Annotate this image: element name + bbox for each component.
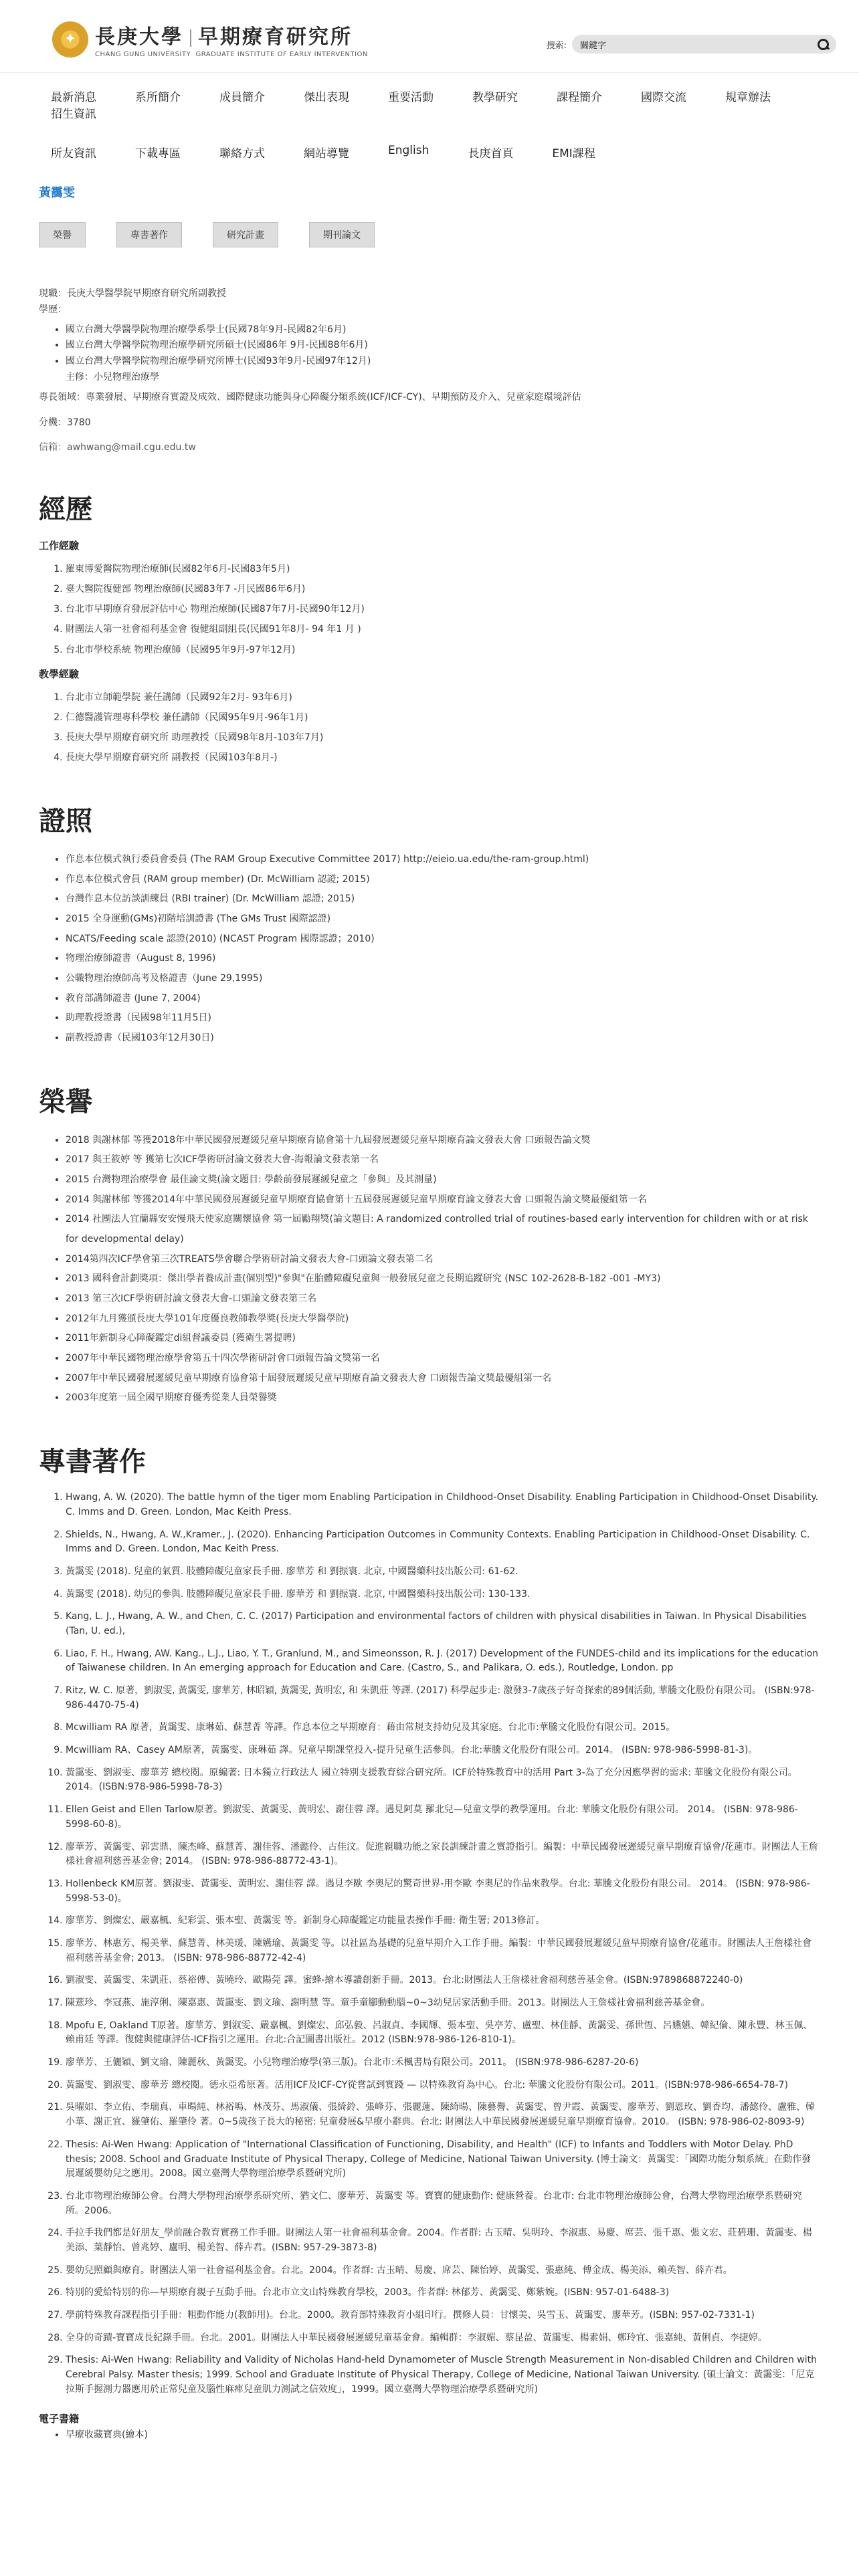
list-item: • 2007年中華民國發展遲緩兒童早期療育協會第十屆發展遲緩兒童早期療育論文發表大會 口頭報告論文獎最優組第一名: [66, 1369, 820, 1389]
list-item: • 2011年新制身心障礙鑑定di組督議委員 (獲衛生署提聘): [66, 1329, 820, 1349]
list-item: 4. 黃靄雯 (2018). 幼兒的參與. 肢體障礙兒童家長手冊. 廖華芳 和 劉振寰. 北京, 中國醫藥科技出版公司: 130-133.: [66, 1588, 820, 1602]
list-item: 27. 學前特殊教育課程指引手冊：粗動作能力(教師用)。台北。2000。教育部特殊教育小組印行。撰修人員：甘懷美、吳雪玉、黃靄雯、廖華芳。(ISBN: 957-02-7331-1): [66, 2309, 820, 2323]
nav-item-regulations[interactable]: 規章辦法: [725, 91, 771, 104]
work-experience-list: [39, 559, 820, 659]
work-experience-label: 工作經驗: [39, 540, 80, 552]
list-item: • 2014第四次ICF學會第三次TREATS學會聯合學術研討論文發表大會-口頭論文發表第二名: [66, 1250, 820, 1270]
list-item: 8. Mcwilliam RA 原著，黃靄雯、康琳茹、蘇慧菁 等譯。作息本位之早期療育：藉由常規支持幼兒及其家庭。台北市:華騰文化股份有限公司。2015。: [66, 1721, 820, 1735]
teaching-experience-label: 教學經驗: [39, 667, 80, 680]
tab-books[interactable]: 專書著作: [116, 222, 182, 247]
logo-university-en: CHANG GUNG UNIVERSITY: [95, 51, 191, 58]
nav-item-admissions[interactable]: 招生資訊: [51, 108, 96, 121]
list-item: • 副教授證書（民國103年12月30日): [66, 1029, 820, 1049]
nav-item-achievements[interactable]: 傑出表現: [304, 91, 349, 104]
nav-item-english[interactable]: English: [388, 144, 430, 157]
list-item: 9. Mcwilliam RA、Casey AM原著，黃靄雯、康琳茹 譯。兒童早期課堂投入-提升兒童生活參與。台北:華騰文化股份有限公司。2014。 (ISBN: 978-986-5998-81-3)。: [66, 1743, 820, 1758]
books-list: [39, 1491, 820, 2397]
section-title-certs: 證照: [39, 805, 92, 837]
list-item: • 助理教授證書（民國98年11月5日): [66, 1008, 820, 1029]
specialty: 專長領域：專業發展、早期療育實證及成效、國際健康功能與身心障礙分類系統(ICF/ICF-CY)、早期預防及介入、兒童家庭環境評估: [39, 391, 581, 403]
nav-item-downloads[interactable]: 下載專區: [135, 147, 181, 160]
tab-honors[interactable]: 榮譽: [39, 222, 86, 247]
nav-item-members[interactable]: 成員簡介: [219, 91, 265, 104]
nav-item-courses[interactable]: 課程簡介: [557, 91, 602, 104]
nav-row-2: [39, 144, 859, 160]
list-item: 6. Liao, F. H., Hwang, AW. Kang., L.J., Liao, Y. T., Granlund, M., and Simeonsson, R. J. (2017) Development of the FUNDES-child and its implications for the education of Taiwanese children. In An emerging approach for Education and Care. (Castro, S., and Palikara, O. eds.), Routledge, London. pp: [66, 1647, 820, 1676]
list-item: 14. 廖華芳、劉燦宏、嚴嘉楓、紀彩雲、張本聖、黃靄雯 等。新制身心障礙鑑定功能量表操作手冊: 衛生署; 2013修訂。: [66, 1914, 820, 1929]
ebooks-list: [39, 2426, 820, 2446]
profile-bio: [39, 286, 820, 456]
nav-item-emi[interactable]: EMI課程: [552, 147, 595, 160]
list-item: 12. 廖華芳、黃靄雯、郭雲鼎、陳杰峰、蘇慧菁、謝佳蓉、潘懿伶、古佳汶。促進親職功能之家長訓練計畫之實證指引。編製：中華民國發展遲緩兒童早期療育協會/花蓮市。財團法人王詹樣社會福利慈善基金會; 2014。 (ISBN: 978-986-88772-43-1)。: [66, 1840, 820, 1869]
nav-item-events[interactable]: 重要活動: [388, 91, 434, 104]
list-item: • 2018 與謝林郁 等獲2018年中華民國發展遲緩兒童早期療育協會第十九屆發展遲緩兒童早期療育論文發表大會 口頭報告論文獎: [66, 1131, 820, 1151]
list-item: 25. 嬰幼兒照顧與療育。財團法人第一社會福利基金會。台北。2004。作者群: 古玉晴、易慶、席芸、陳怡婷、黃靄雯、張惠純、傅金成、楊美添、賴英智、薛卉君。: [66, 2264, 820, 2278]
list-item: • 教育部講師證書 (June 7, 2004): [66, 989, 820, 1009]
ebooks-label: 電子書籍: [39, 2413, 80, 2426]
list-item: • 2007年中華民國物理治療學會第五十四次學術研討會口頭報告論文獎第一名: [66, 1349, 820, 1369]
logo-dept-name: 早期療育研究所: [198, 25, 353, 49]
tab-projects[interactable]: 研究計畫: [213, 222, 278, 247]
list-item: 2. 臺大醫院復健部 物理治療師(民國83年7 -月民國86年6月): [66, 579, 820, 599]
nav-item-sitemap[interactable]: 網站導覽: [304, 147, 349, 160]
education-list: [39, 322, 820, 386]
list-item: • 2013 國科會計劃獎項：傑出學者養成計畫(個別型)"參與"在胎體障礙兒童與一般發展兒童之長期追蹤研究 (NSC 102-2628-B-182 -001 -MY3): [66, 1269, 820, 1289]
profile-tabs: [39, 222, 820, 247]
list-item: • 2014 與謝林郁 等獲2014年中華民國發展遲緩兒童早期療育協會第十五屆發展遲緩兒童早期療育論文發表大會 口頭報告論文獎最優組第一名: [66, 1190, 820, 1210]
section-title-books: 專書著作: [39, 1446, 146, 1478]
list-item: • 2017 與王筱婷 等 獲第七次ICF學術研討論文發表大會-海報論文發表第一名: [66, 1150, 820, 1170]
nav-row-1: [39, 88, 859, 121]
nav-item-cgu-home[interactable]: 長庚首頁: [468, 147, 514, 160]
list-item: 22. Thesis: Ai-Wen Hwang: Application of "International Classification of Functioning, Disability, and Health" (ICF) to Infants and Toddlers with Motor Delay. PhD thesis; 2008. School and Graduate Institute of Physical Therapy, College of Medicine, National Taiwan University. (博士論文：黃靄雯：「國際功能分類系統」在動作發展遲緩嬰幼兒之應用。2008。國立臺灣大學物理治療學系暨研究所): [66, 2138, 820, 2181]
list-item: 20. 黃靄雯、劉淑雯、廖華芳 總校閱。德永亞希原著。活用ICF及ICF-CY從嘗試到實踐 — 以特殊教育為中心。台北: 華騰文化股份有限公司。2011。(ISBN:978-986-6654-78-7): [66, 2078, 820, 2093]
list-item: 3. 黃靄雯 (2018). 兒童的氣質. 肢體障礙兒童家長手冊. 廖華芳 和 劉振寰. 北京, 中國醫藥科技出版公司: 61-62.: [66, 1565, 820, 1580]
list-item: • 2013 第三次ICF學術研討論文發表大會-口頭論文發表第三名: [66, 1289, 820, 1309]
list-item: 4. 財團法人第一社會福利基金會 復健組副組長(民國91年8月- 94 年1 月 ): [66, 619, 820, 639]
email: 信箱：awhwang@mail.cgu.edu.tw: [39, 442, 196, 453]
list-item: • NCATS/Feeding scale 認證(2010) (NCAST Program 國際認證；2010): [66, 930, 820, 950]
honors-list: [39, 1131, 820, 1408]
nav-item-international[interactable]: 國際交流: [641, 91, 686, 104]
nav-item-alumni[interactable]: 所友資訊: [51, 147, 96, 160]
tab-journals[interactable]: 期刊論文: [309, 222, 375, 247]
education-major: 主修：小兒物理治療學: [66, 371, 159, 383]
education-item: • 國立台灣大學醫學院物理治療學系學士(民國78年9月-民國82年6月): [66, 322, 820, 338]
nav-item-research[interactable]: 教學研究: [472, 91, 518, 104]
list-item: 21. 吳曜如、李立佑、李瑞真、車暘純、林裕鳴、林茂芬、馬淑儀、張綺鈴、張峰芬、張麗蓮、陳綺暘、陳藝譽、黃靄雯、曾尹霞、黃靄雯、廖華芳、劉恩玫、劉香均、潘懿伶、盧雅、韓小華、謝正宜、羅肇佑、羅肇伶 著。0~5歲孩子長大的秘密: 兒童發展&早療小辭典。台北: 財團法人中華民國發展遲緩兒童早期療育協會。2010。 (ISBN: 978-986-02-8093-9): [66, 2101, 820, 2129]
list-item: 24. 手拉手我們都是好朋友_學前融合教育實務工作手冊。財團法人第一社會福利基金會。2004。作者群: 古玉晴、吳明玲、李淑惠、易慶、席芸、張千惠、張文宏、莊碧珊、黃靄雯、楊美添、葉靜怡、曾兆婷、廬明、楊美智、薛卉君。(ISBN: 957-29-3873-8): [66, 2226, 820, 2255]
search-bar: [547, 35, 836, 53]
main-nav: [0, 72, 859, 160]
logo-university-name: 長庚大學: [95, 25, 183, 49]
main-content: [0, 183, 859, 2446]
list-item: 2. 仁德醫護管理專科學校 兼任講師（民國95年9月-96年1月): [66, 708, 820, 728]
list-item: 23. 台北市物理治療師公會。台灣大學物理治療學系研究所、猶文仁、廖華芳、黃靄雯 等。寶寶的健康動作: 健康營養。台北市: 台北市物理治療師公會，台灣大學物理治療學系暨研究所。2006。: [66, 2189, 820, 2218]
search-input[interactable]: [579, 39, 816, 50]
list-item: • 公職物理治療師高考及格證書（June 29,1995): [66, 969, 820, 989]
nav-item-about[interactable]: 系所簡介: [135, 91, 181, 104]
list-item: 15. 廖華芳、林惠芳、楊美華、蘇慧菁、林美瑗、陳嬿瑜、黃靄雯 等。以社區為基礎的兒童早期介入工作手冊。編製：中華民國發展遲緩兒童早期療育協會/花蓮市。財團法人王詹樣社會福利慈善基金會; 2013。 (ISBN: 978-986-88772-42-4): [66, 1937, 820, 1965]
list-item: 4. 長庚大學早期療育研究所 副教授（民國103年8月-): [66, 748, 820, 768]
list-item: 5. Kang, L. J., Hwang, A. W., and Chen, C. C. (2017) Participation and environmental factors of children with physical disabilities in Taiwan. In Physical Disabilities (Tan, U. ed.),: [66, 1610, 820, 1638]
list-item: 2. Shields, N., Hwang, A. W.,Kramer., J. (2020). Enhancing Participation Outcomes in Community Contexts. Enabling Participation in Childhood-Onset Disability. C. Imms and D. Green. London, Mac Keith Press.: [66, 1528, 820, 1557]
certs-list: [39, 850, 820, 1049]
list-item: 3. 長庚大學早期療育研究所 助理教授（民國98年8月-103年7月): [66, 728, 820, 748]
university-emblem-icon: ✦: [52, 21, 88, 58]
section-title-experience: 經歷: [39, 494, 92, 526]
list-item: 29. Thesis: Ai-Wen Hwang: Reliability and Validity of Nicholas Hand-held Dynamometer of Muscle Strength Measurement in Non-disabled Children and Children with Cerebral Palsy. Master thesis; 1999. School and Graduate Institute of Physical Therapy, College of Medicine, National Taiwan University. (碩士論文：黃靄雯：「尼克拉斯手握測力器應用於正常兒童及腦性麻痺兒童肌力測試之信效度」，1999。國立臺灣大學物理治療學系暨研究所): [66, 2353, 820, 2397]
list-item: 28. 全身的奇蹟-寶寶成長紀錄手冊。台北。2001。財團法人中華民國發展遲緩兒童基金會。編輯群：李淑媚、蔡昆盈、黃靄雯、楊素娟、鄭玲宜、張嘉純、黃俐貞、李捷婷。: [66, 2331, 820, 2346]
list-item: • 2015 全身運動(GMs)初階培訓證書 (The GMs Trust 國際認證): [66, 909, 820, 930]
list-item: 10. 黃靄雯、劉淑雯、廖華芳 總校閱。原編著: 日本獨立行政法人 國立特別支援教育綜合研究所。ICF於特殊教育中的活用 Part 3-為了充分因應學習的需求: 華騰文化股份有限公司。2014。(ISBN:978-986-5998-78-3): [66, 1766, 820, 1795]
search-label: 搜索:: [546, 40, 567, 51]
list-item: 26. 特別的愛給特別的你—早期療育親子互動手冊。台北市立文山特殊教育學校，2003。作者群: 林郁芳、黃靄雯、鄭紫婉。(ISBN: 957-01-6488-3): [66, 2286, 820, 2300]
education-item: • 國立台灣大學醫學院物理治療學研究所博士(民國93年9月-民國97年12月): [66, 354, 820, 370]
section-title-honors: 榮譽: [39, 1085, 92, 1117]
site-header: [0, 0, 859, 72]
list-item: 17. 陳薏珍、李冠燕、施淳俐、陳嘉惠、黃靄雯、劉文瑜、謝明慧 等。童手童腳動動腦~0~3幼兒居家活動手冊。2013。財團法人王詹樣社會福利慈善基金會。: [66, 1996, 820, 2011]
list-item: • 作息本位模式會員 (RAM group member) (Dr. McWilliam 認證; 2015): [66, 870, 820, 890]
list-item: 1. Hwang, A. W. (2020). The battle hymn of the tiger mom Enabling Participation in Childhood-Onset Disability. Enabling Participation in Childhood-Onset Disability. C. Imms and D. Green. London, Mac Keith Press.: [66, 1491, 820, 1519]
list-item: 18. Mpofu E, Oakland T原著。廖華芳、劉淑雯、嚴嘉楓、劉燦宏、邱弘毅、呂淑貞、李國輝、張本聖、吳亭芳、盧聖、林佳靜、黃靄雯、孫世恆、呂嬿嬿、韓紀倫、陳永豐、林玉佩、賴甫廷 等譯。復健與健康評估-ICF指引之運用。台北:合記圖書出版社。2012 (ISBN:978-986-126-810-1)。: [66, 2019, 820, 2048]
logo-dept-en: GRADUATE INSTITUTE OF EARLY INTERVENTION: [195, 51, 368, 58]
list-item: • 2012年九月獲頒長庚大學101年度優良教師教學獎(長庚大學醫學院): [66, 1309, 820, 1329]
current-position: 現職：長庚大學醫學院早期療育研究所副教授: [39, 288, 226, 299]
search-box: [572, 35, 836, 53]
profile-name: 黃靄雯: [39, 186, 75, 200]
nav-item-contact[interactable]: 聯絡方式: [219, 147, 265, 160]
list-item: 1. 台北市立師範學院 兼任講師（民國92年2月- 93年6月): [66, 687, 820, 708]
extension: 分機：3780: [39, 417, 91, 428]
education-item: • 國立台灣大學醫學院物理治療學研究所碩士(民國86年 9月-民國88年6月): [66, 338, 820, 354]
list-item: • 2014 社團法人宜蘭縣安安慢飛天使家庭關懷協會 第一屆勵翔獎(論文題目: A randomized controlled trial of routines-based early intervention for children with or at risk for developmental delay): [66, 1210, 820, 1249]
search-icon[interactable]: [816, 37, 830, 51]
list-item: • 2015 台灣物理治療學會 最佳論文獎(論文題目: 學齡前發展遲緩兒童之「參與」及其測量): [66, 1170, 820, 1190]
list-item: 7. Ritz, W. C. 原著，劉淑雯, 黃靄雯, 廖華芳, 林昭穎, 黃靄雯, 黃明宏, 和 朱凱莊 等譯. (2017) 科學起步走: 激發3-7歲孩子好奇探索的89個活動, 華騰文化股份有限公司。 (ISBN:978-986-4470-75-4): [66, 1684, 820, 1713]
list-item: 3. 台北市早期療育發展評估中心 物理治療師(民國87年7月-民國90年12月): [66, 599, 820, 619]
list-item: • 早療收藏寶典(繪本): [66, 2426, 820, 2446]
teaching-experience-list: [39, 687, 820, 768]
list-item: • 2003年度第一屆全國早期療育優秀從業人員榮譽獎: [66, 1388, 820, 1408]
list-item: 5. 台北市學校系統 物理治療師（民國95年9月-97年12月): [66, 640, 820, 660]
list-item: 11. Ellen Geist and Ellen Tarlow原著。劉淑雯、黃靄雯、黃明宏、謝佳蓉 譯。遇見阿莫 羅北兒—兒童文學的教學運用。台北: 華騰文化股份有限公司。 2014。 (ISBN: 978-986-5998-60-8)。: [66, 1803, 820, 1832]
list-item: • 台灣作息本位訪談訓練員 (RBI trainer) (Dr. McWilliam 認證; 2015): [66, 889, 820, 909]
list-item: 16. 劉淑雯、黃靄雯、朱凱莊、蔡裕傳、黃曉玲、歐陽莞 譯。蜜蜂-繪本導讀創新手冊。2013。台北:財團法人王詹樣社會福利慈善基金會。(ISBN:9789868872240-0): [66, 1973, 820, 1988]
list-item: • 作息本位模式執行委員會委員 (The RAM Group Executive Committee 2017) http://eieio.ua.edu/the-ram-group.html): [66, 850, 820, 870]
list-item: 13. Hollenbeck KM原著。劉淑雯、黃靄雯、黃明宏、謝佳蓉 譯。遇見李歐 李奧尼的驚奇世界-用李歐 李奧尼的作品來教學。台北: 華騰文化股份有限公司。 2014。 (ISBN: 978-986-5998-53-0)。: [66, 1877, 820, 1906]
nav-item-news[interactable]: 最新消息: [51, 91, 96, 104]
education-label: 學歷：: [39, 304, 67, 315]
list-item: 19. 廖華芳、王儷穎、劉文瑜、陳麗秋、黃靄雯。小兒物理治療學(第三版)。台北市:禾楓書局有限公司。2011。 (ISBN:978-986-6287-20-6): [66, 2056, 820, 2070]
list-item: 1. 羅東博愛醫院物理治療師(民國82年6月-民國83年5月): [66, 559, 820, 579]
site-logo[interactable]: [52, 20, 368, 58]
list-item: • 物理治療師證書（August 8, 1996): [66, 949, 820, 969]
